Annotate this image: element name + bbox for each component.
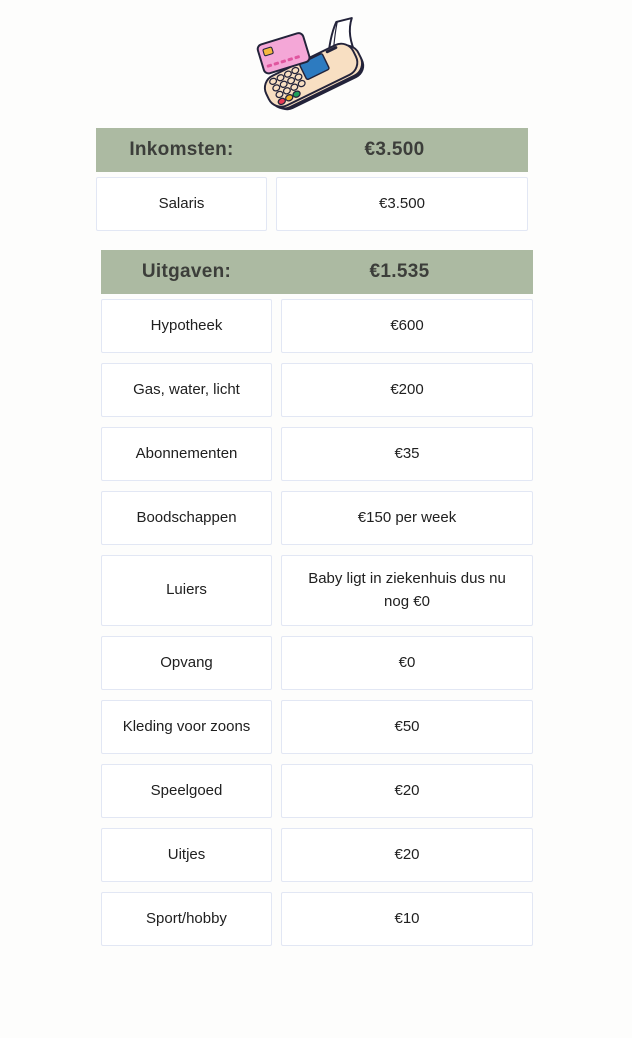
expense-row-value: €50 — [281, 700, 533, 754]
expense-row-label: Sport/hobby — [101, 892, 272, 946]
income-section — [96, 128, 528, 231]
expense-row-label: Gas, water, licht — [101, 363, 272, 417]
expense-row — [101, 427, 533, 481]
expense-row-label: Luiers — [101, 555, 272, 626]
expense-row-label: Hypotheek — [101, 299, 272, 353]
expense-row-value: €0 — [281, 636, 533, 690]
expense-row-value: €20 — [281, 764, 533, 818]
expense-row — [101, 555, 533, 626]
expense-row — [101, 636, 533, 690]
expense-row-label: Kleding voor zoons — [101, 700, 272, 754]
expense-row — [101, 892, 533, 946]
expense-row-value: €200 — [281, 363, 533, 417]
expense-row-label: Opvang — [101, 636, 272, 690]
expense-row-value: €35 — [281, 427, 533, 481]
expense-row-value: Baby ligt in ziekenhuis dus nu nog €0 — [281, 555, 533, 626]
expense-row — [101, 299, 533, 353]
expenses-header-label: Uitgaven: — [141, 261, 232, 282]
expense-row-label: Speelgoed — [101, 764, 272, 818]
income-row-value: €3.500 — [276, 177, 528, 231]
expense-row — [101, 363, 533, 417]
income-header — [96, 128, 528, 172]
expense-row-label: Abonnementen — [101, 427, 272, 481]
expense-row-value: €150 per week — [281, 491, 533, 545]
expenses-section — [101, 250, 533, 946]
expenses-header-total: €1.535 — [369, 261, 430, 282]
expense-row-value: €600 — [281, 299, 533, 353]
income-header-total: €3.500 — [364, 139, 425, 160]
expense-row — [101, 828, 533, 882]
expense-row-value: €20 — [281, 828, 533, 882]
expense-row — [101, 491, 533, 545]
income-rows — [96, 177, 528, 231]
payment-terminal-illustration — [251, 14, 377, 119]
income-row-label: Salaris — [96, 177, 267, 231]
expenses-rows — [101, 299, 533, 946]
income-header-label: Inkomsten: — [129, 139, 234, 160]
expense-row — [101, 764, 533, 818]
expense-row-label: Boodschappen — [101, 491, 272, 545]
expense-row-value: €10 — [281, 892, 533, 946]
expenses-header — [101, 250, 533, 294]
income-row — [96, 177, 528, 231]
expense-row-label: Uitjes — [101, 828, 272, 882]
expense-row — [101, 700, 533, 754]
